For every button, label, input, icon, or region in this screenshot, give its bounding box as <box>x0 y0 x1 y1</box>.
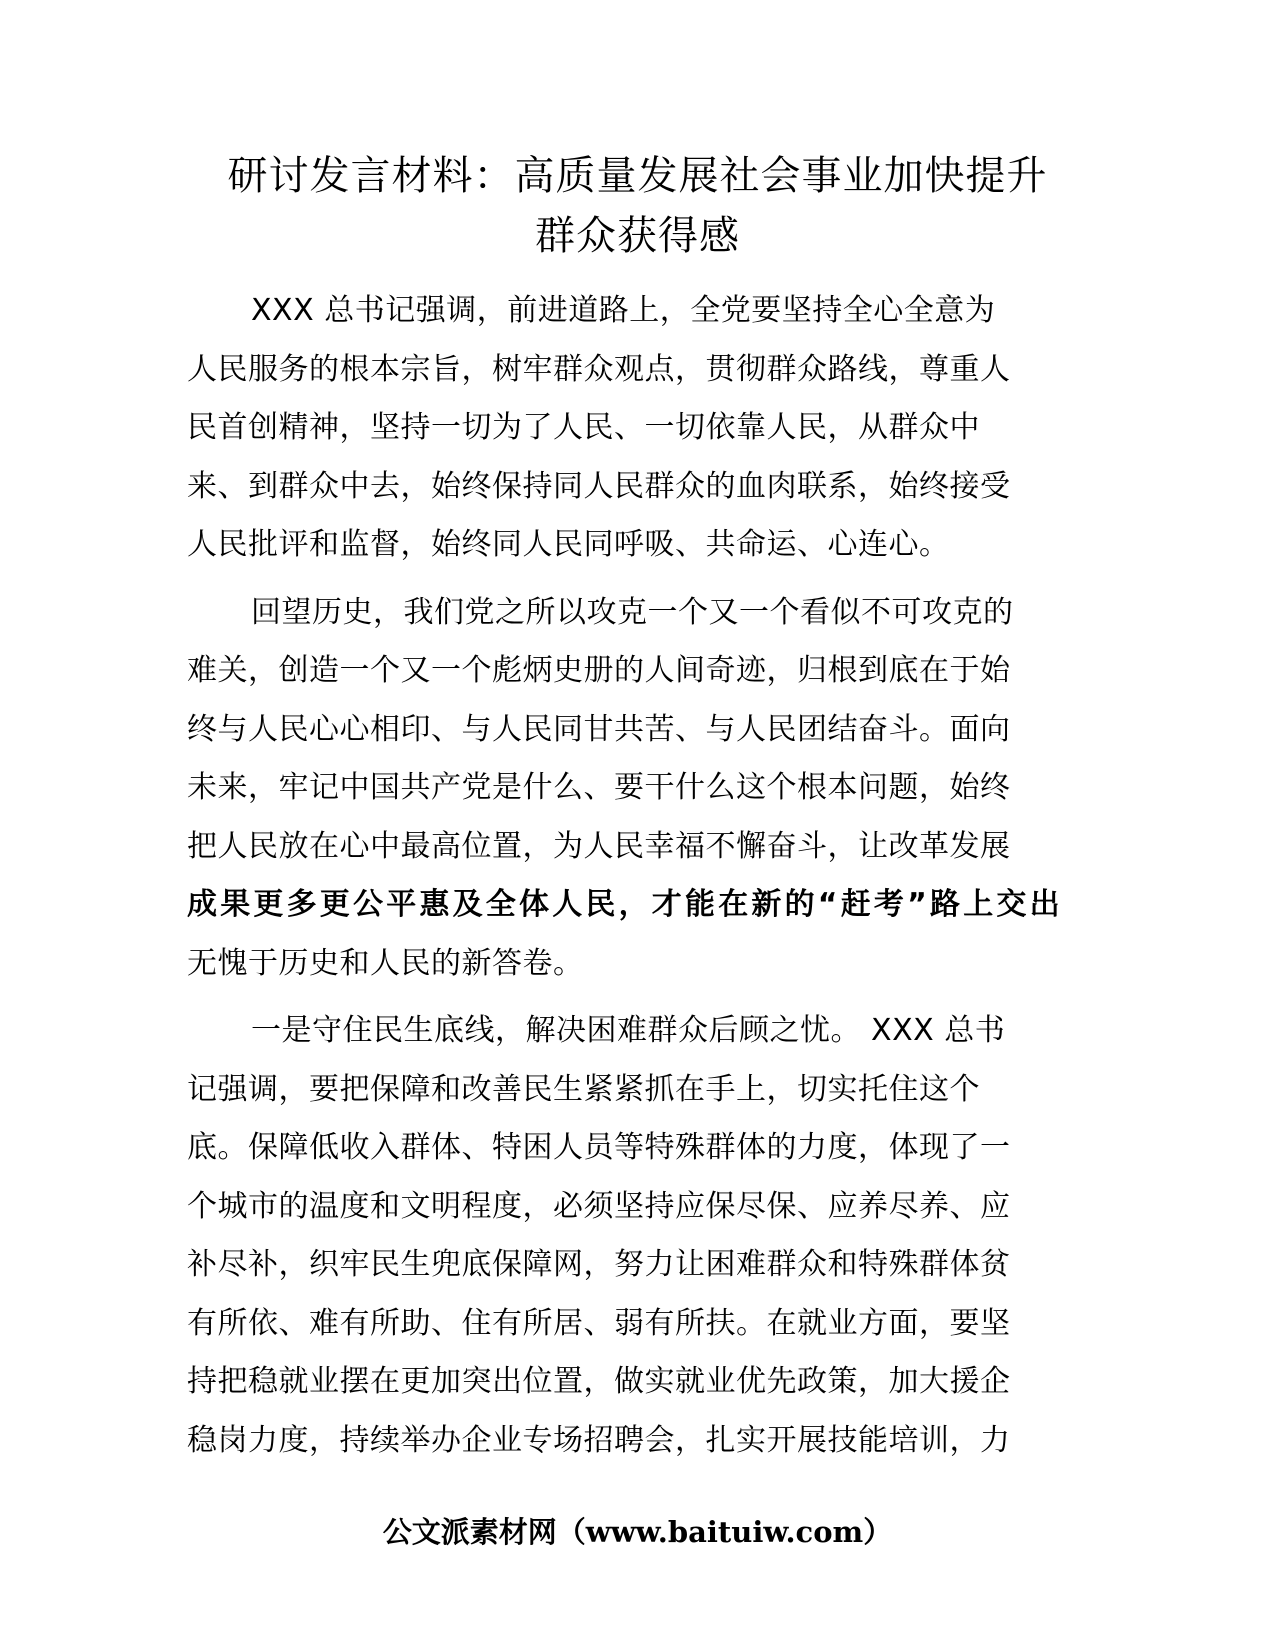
document-body <box>187 282 1092 1479</box>
text-line: 个城市的温度和文明程度，必须坚持应保尽保、应养尽养、应 <box>187 1188 1011 1224</box>
paragraph-2 <box>187 584 1092 994</box>
footer-watermark: 公文派素材网（www.baituiw.com） <box>382 1515 893 1549</box>
text-line: 回望历史，我们党之所以攻克一个又一个看似不可攻克的 <box>251 594 1014 630</box>
text-line: 人民批评和监督，始终同人民同呼吸、共命运、心连心。 <box>187 527 950 562</box>
document-title <box>170 146 1105 266</box>
paragraph-1 <box>187 282 1092 575</box>
title-line-2: 群众获得感 <box>535 213 740 259</box>
text-line-bold: 成果更多更公平惠及全体人民，才能在新的“赶考”路上交出 <box>187 887 1063 922</box>
text-line: 难关，创造一个又一个彪炳史册的人间奇迹，归根到底在于始 <box>187 653 1011 688</box>
text-line: 无愧于历史和人民的新答卷。 <box>187 945 584 981</box>
text-line: 来、到群众中去，始终保持同人民群众的血肉联系，始终接受 <box>187 468 1011 504</box>
text-line: 底。保障低收入群体、特困人员等特殊群体的力度，体现了一 <box>187 1130 1011 1165</box>
text-line: 记强调，要把保障和改善民生紧紧抓在手上，切实托住这个 <box>187 1071 980 1107</box>
title-line-1: 研讨发言材料：高质量发展社会事业加快提升 <box>227 153 1048 199</box>
text-line: 未来，牢记中国共产党是什么、要干什么这个根本问题，始终 <box>187 770 1011 805</box>
text-line: 一是守住民生底线，解决困难群众后顾之忧。 XXX 总书 <box>251 1013 1006 1048</box>
text-line: XXX 总书记强调，前进道路上，全党要坚持全心全意为 <box>251 293 996 328</box>
text-line: 终与人民心心相印、与人民同甘共苦、与人民团结奋斗。面向 <box>187 711 1011 747</box>
text-line: 补尽补，织牢民生兜底保障网，努力让困难群众和特殊群体贫 <box>187 1247 1011 1282</box>
text-line: 持把稳就业摆在更加突出位置，做实就业优先政策，加大援企 <box>187 1364 1011 1399</box>
text-line: 民首创精神，坚持一切为了人民、一切依靠人民，从群众中 <box>187 410 980 445</box>
text-line: 稳岗力度，持续举办企业专场招聘会，扎实开展技能培训，力 <box>187 1422 1011 1458</box>
text-line: 把人民放在心中最高位置，为人民幸福不懈奋斗，让改革发展 <box>187 828 1011 864</box>
text-line: 有所依、难有所助、住有所居、弱有所扶。在就业方面，要坚 <box>187 1305 1011 1341</box>
paragraph-3 <box>187 1002 1092 1470</box>
text-line: 人民服务的根本宗旨，树牢群众观点，贯彻群众路线，尊重人 <box>187 351 1011 387</box>
